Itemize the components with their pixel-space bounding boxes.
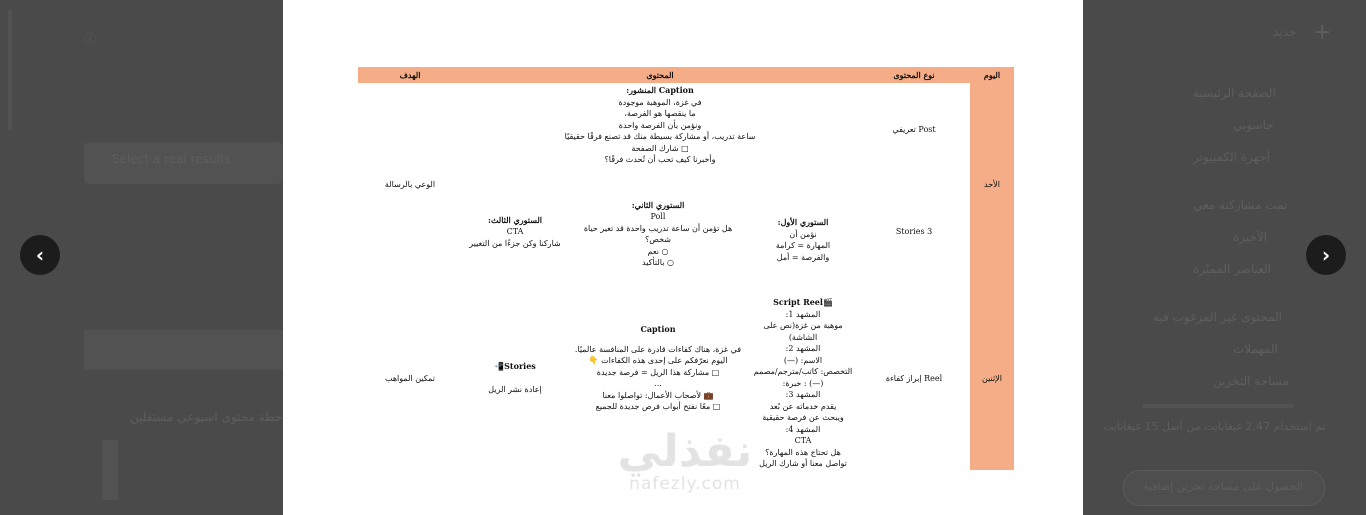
caption-line: اليوم نعرّفكم على إحدى هذه الكفاءات 👇 [588, 356, 728, 365]
background-nav-item: أجهزة الكمبيوتر [1193, 150, 1270, 164]
background-search-text: Select a real results [112, 152, 231, 166]
script-line: يقدم خدماته عن بُعد [769, 401, 837, 411]
story-line: نؤمن أن [789, 229, 817, 239]
header-content: المحتوى [462, 67, 858, 83]
type-cell: Stories 3 [895, 227, 933, 237]
background-storage-button-label: الحصول على مساحة تخزين إضافية [1143, 480, 1303, 493]
header-day: اليوم [970, 67, 1014, 83]
caption-line: □ شارك الصفحة [631, 143, 689, 153]
story-line: Poll [650, 212, 666, 221]
previous-image-button[interactable] [20, 235, 60, 275]
watermark [600, 426, 770, 494]
caption-line: وأخبرنا كيف تحب أن تُحدث فرقًا؟ [604, 155, 716, 164]
background-thumb [102, 440, 118, 500]
stories-line: إعادة نشر الريل [488, 385, 542, 395]
caption-line: □ مشاركة هذا الريل = فرصة جديدة [596, 367, 720, 377]
story-line: CTA [506, 227, 524, 237]
story-line: شخص؟ [645, 235, 671, 244]
type-cell: Reel إبراز كفاءة [885, 373, 943, 383]
script-line: المشهد 2: [785, 344, 821, 353]
story-line: المهارة = كرامة [775, 241, 831, 250]
story-title: الستوري الثاني: [631, 199, 685, 210]
story-title: الستوري الأول: [777, 217, 829, 227]
background-list-row [84, 330, 283, 370]
script-line: تواصل معنا أو شارك الريل [759, 459, 847, 468]
caption-line: في غزة، الموهبة موجودة [618, 97, 702, 107]
story-cell [568, 177, 748, 287]
script-line: المشهد 1: [785, 309, 821, 319]
chevron-left-icon: ‹ [35, 243, 45, 267]
script-line: الاسم: (—) [783, 355, 823, 365]
background-nav-item: حاسوبي [1233, 118, 1274, 132]
stories-title: Stories📲 [494, 360, 536, 371]
caption-title: Caption [640, 324, 676, 334]
script-line: المشهد 4: [785, 424, 821, 434]
caption-title: Caption المنشور: [626, 85, 694, 95]
goal-cell: الوعي بالرسالة [384, 180, 436, 190]
watermark-arabic: نفذلي [617, 426, 753, 477]
background-nav-item: مساحة التخزين [1213, 374, 1289, 388]
next-image-button[interactable] [1306, 235, 1346, 275]
goal-cell: تمكين المواهب [384, 373, 436, 383]
type-cell: Post تعريفي [892, 125, 936, 135]
background-nav-item: المهملات [1233, 342, 1278, 356]
content-plan-table [358, 67, 1014, 470]
header-goal: الهدف [358, 67, 462, 83]
background-nav-item: العناصر المميّزة [1193, 262, 1272, 276]
header-type: نوع المحتوى [858, 67, 970, 83]
stories-cell [462, 287, 568, 470]
table-row [358, 83, 1014, 177]
background-storage-bar [1143, 404, 1293, 408]
script-line: المشهد 3: [785, 390, 821, 399]
caption-line: ساعة تدريب، أو مشاركة بسيطة منك قد تصنع فرقًا حقيقيًا [564, 132, 756, 141]
background-nav-item: الأخيرة [1233, 230, 1268, 244]
background-list-text: خطة محتوى اسبوعي مستقلين [130, 410, 283, 424]
background-storage-text: تم استخدام 2.47 غيغابايت من أصل 15 غيغابايت [1103, 420, 1326, 433]
background-scroll-strip [8, 10, 12, 130]
day-cell: الأحد [970, 83, 1014, 287]
story-line: ○ بالتأكيد [642, 258, 674, 267]
day-cell: الإثنين [970, 287, 1014, 470]
script-line: التخصص: كاتب/مترجم/مصمم [753, 367, 853, 376]
table-header-row [358, 67, 1014, 83]
story-cell [462, 177, 568, 287]
background-add-icon: + [1313, 20, 1332, 45]
script-line: (—) : خبرة: [782, 378, 824, 388]
background-info-icon: ⓘ [84, 32, 97, 46]
script-line: CTA [794, 436, 812, 445]
story-title: الستوري الثالث: [487, 214, 542, 225]
story-cell [748, 177, 858, 287]
script-line: هل تحتاج هذه المهارة؟ [765, 447, 841, 457]
watermark-latin: nafezly.com [629, 474, 741, 494]
caption-line: ونؤمن بأن الفرصة واحدة [618, 120, 702, 130]
caption-line: ... [654, 379, 662, 388]
script-line: موهبة من غزة(نص على الشاشة) [763, 321, 843, 342]
script-title: 🎬Script Reel [773, 297, 833, 307]
background-nav-item: الصفحة الرئيسية [1193, 86, 1276, 100]
story-line: والفرصة = أمل [776, 252, 830, 262]
caption-line: في غزة، هناك كفاءات قادرة على المنافسة عالميًا. [574, 344, 742, 354]
story-line: هل تؤمن أن ساعة تدريب واحدة قد تغير حياة [583, 223, 733, 233]
caption-line: 💼 لأصحاب الأعمال: تواصلوا معنا [602, 390, 714, 400]
chevron-right-icon: › [1321, 243, 1331, 267]
caption-line: □ معًا نفتح أبواب فرص جديدة للجميع [595, 402, 721, 411]
background-nav-item: المحتوى غير المرغوب فيه [1153, 310, 1282, 324]
script-line: ويبحث عن فرصة حقيقية [762, 413, 844, 422]
background-nav-item: تمت مشاركته معي [1193, 198, 1288, 212]
story-line: ○ نعم [647, 246, 669, 256]
story-line: شاركنا وكن جزءًا من التغيير [469, 238, 561, 248]
content-cell [462, 83, 858, 177]
caption-line: ما ينقصها هو الفرصة، [624, 109, 696, 118]
background-add-label: جديد [1273, 25, 1297, 39]
